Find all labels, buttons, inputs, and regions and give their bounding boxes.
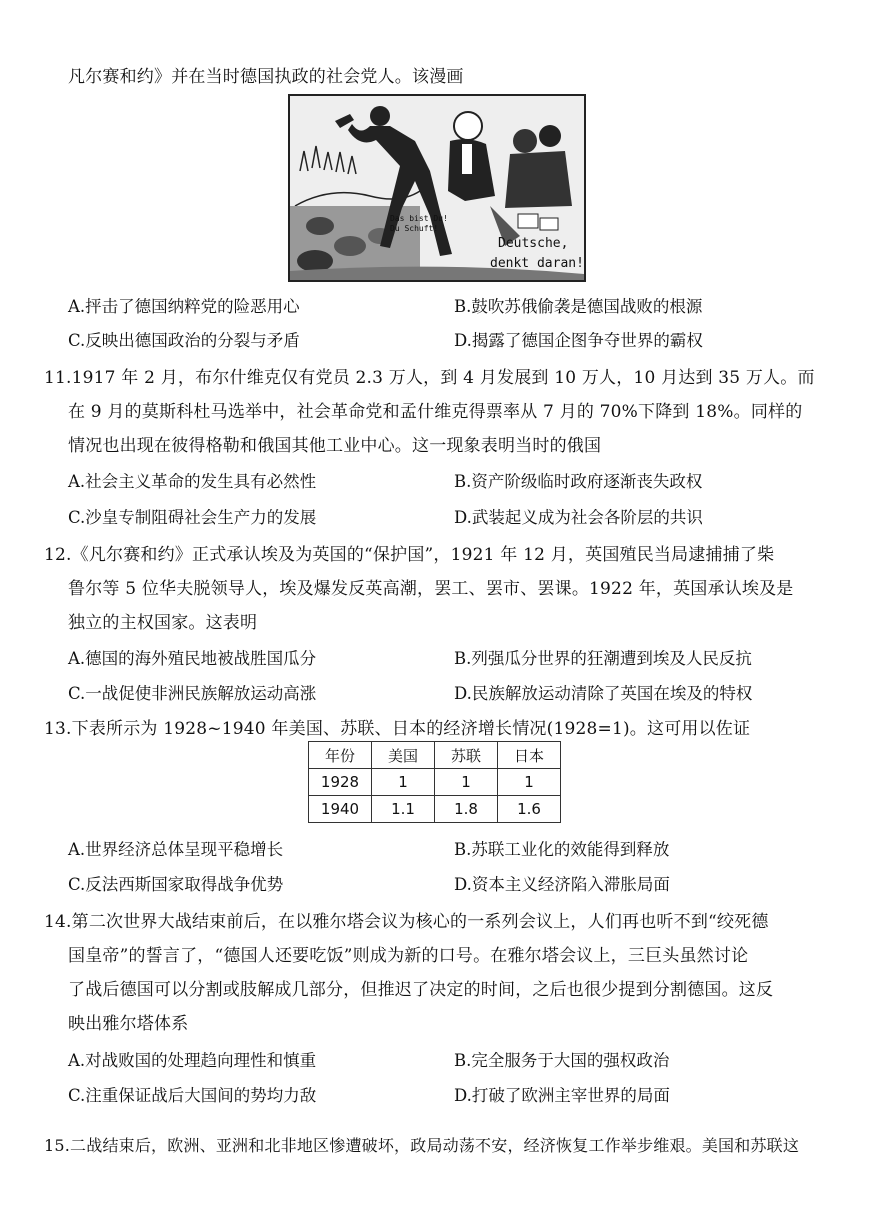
q15-line1: 15.二战结束后，欧洲、亚洲和北非地区惨遭破坏，政局动荡不安，经济恢复工作举步维艰。美国和苏联这 <box>44 1136 800 1155</box>
q12-option-d: D.民族解放运动清除了英国在埃及的特权 <box>454 684 753 703</box>
q10-option-c: C.反映出德国政治的分裂与矛盾 <box>68 331 300 350</box>
table-cell: 1940 <box>309 796 372 823</box>
q14-option-a: A.对战败国的处理趋向理性和慎重 <box>68 1051 317 1070</box>
q13-line1: 13.下表所示为 1928~1940 年美国、苏联、日本的经济增长情况(1928=1)。这可用以佐证 <box>44 719 751 739</box>
q14-line2: 国皇帝”的誓言了，“德国人还要吃饭”则成为新的口号。在雅尔塔会议上，三巨头虽然讨论 <box>68 946 749 966</box>
q14-line3: 了战后德国可以分割或肢解成几部分，但推迟了决定的时间，之后也很少提到分割德国。这反 <box>68 980 774 1000</box>
table-row <box>309 769 561 796</box>
q11-line1: 11.1917 年 2 月，布尔什维克仅有党员 2.3 万人，到 4 月发展到 10 万人，10 月达到 35 万人。而 <box>44 368 815 388</box>
cartoon-caption-line1: Deutsche, <box>498 236 569 251</box>
table-header-cell: 日本 <box>498 742 561 769</box>
q11-option-a: A.社会主义革命的发生具有必然性 <box>68 472 317 491</box>
q12-option-a: A.德国的海外殖民地被战胜国瓜分 <box>68 649 317 668</box>
q13-option-b: B.苏联工业化的效能得到释放 <box>454 840 670 859</box>
table-cell: 1.8 <box>435 796 498 823</box>
q11-option-d: D.武装起义成为社会各阶层的共识 <box>454 508 703 527</box>
q10-option-d: D.揭露了德国企图争夺世界的霸权 <box>454 331 703 350</box>
q12-line2: 鲁尔等 5 位华夫脱领导人，埃及爆发反英高潮，罢工、罢市、罢课。1922 年，英国承认埃及是 <box>68 579 794 599</box>
intro-line: 凡尔赛和约》并在当时德国执政的社会党人。该漫画 <box>68 67 464 87</box>
q13-option-a: A.世界经济总体呈现平稳增长 <box>68 840 284 859</box>
q11-option-c: C.沙皇专制阻碍社会生产力的发展 <box>68 508 317 527</box>
economic-growth-table <box>308 741 561 823</box>
q11-line2: 在 9 月的莫斯科杜马选举中，社会革命党和孟什维克得票率从 7 月的 70%下降到 18%。同样的 <box>68 402 803 422</box>
table-cell: 1.1 <box>372 796 435 823</box>
q12-option-b: B.列强瓜分世界的狂潮遭到埃及人民反抗 <box>454 649 752 668</box>
table-header-cell: 美国 <box>372 742 435 769</box>
q14-line4: 映出雅尔塔体系 <box>68 1014 189 1034</box>
table-header-cell: 年份 <box>309 742 372 769</box>
table-cell: 1 <box>435 769 498 796</box>
q11-line3: 情况也出现在彼得格勒和俄国其他工业中心。这一现象表明当时的俄国 <box>68 436 602 456</box>
cartoon-drawing <box>290 96 584 280</box>
table-header-row <box>309 742 561 769</box>
q12-line3: 独立的主权国家。这表明 <box>68 613 258 633</box>
table-row <box>309 796 561 823</box>
q12-line1: 12.《凡尔赛和约》正式承认埃及为英国的“保护国”，1921 年 12 月，英国殖民当局逮捕捕了柴 <box>44 545 775 565</box>
table-cell: 1 <box>498 769 561 796</box>
cartoon-caption-line2: denkt daran! <box>490 256 584 271</box>
q11-option-b: B.资产阶级临时政府逐渐丧失政权 <box>454 472 703 491</box>
q14-option-c: C.注重保证战后大国间的势均力敌 <box>68 1086 317 1105</box>
table-cell: 1928 <box>309 769 372 796</box>
q10-option-b: B.鼓吹苏俄偷袭是德国战败的根源 <box>454 297 703 316</box>
q10-option-a: A.抨击了德国纳粹党的险恶用心 <box>68 297 300 316</box>
q13-option-d: D.资本主义经济陷入滞胀局面 <box>454 875 670 894</box>
q14-option-d: D.打破了欧洲主宰世界的局面 <box>454 1086 670 1105</box>
political-cartoon <box>288 94 586 282</box>
table-cell: 1.6 <box>498 796 561 823</box>
q13-option-c: C.反法西斯国家取得战争优势 <box>68 875 284 894</box>
q14-option-b: B.完全服务于大国的强权政治 <box>454 1051 670 1070</box>
cartoon-speech-text: Das bist Du! Du Schuft! <box>390 214 448 233</box>
table-header-cell: 苏联 <box>435 742 498 769</box>
table-cell: 1 <box>372 769 435 796</box>
q14-line1: 14.第二次世界大战结束前后，在以雅尔塔会议为核心的一系列会议上，人们再也听不到“绞死德 <box>44 912 769 932</box>
q12-option-c: C.一战促使非洲民族解放运动高涨 <box>68 684 317 703</box>
